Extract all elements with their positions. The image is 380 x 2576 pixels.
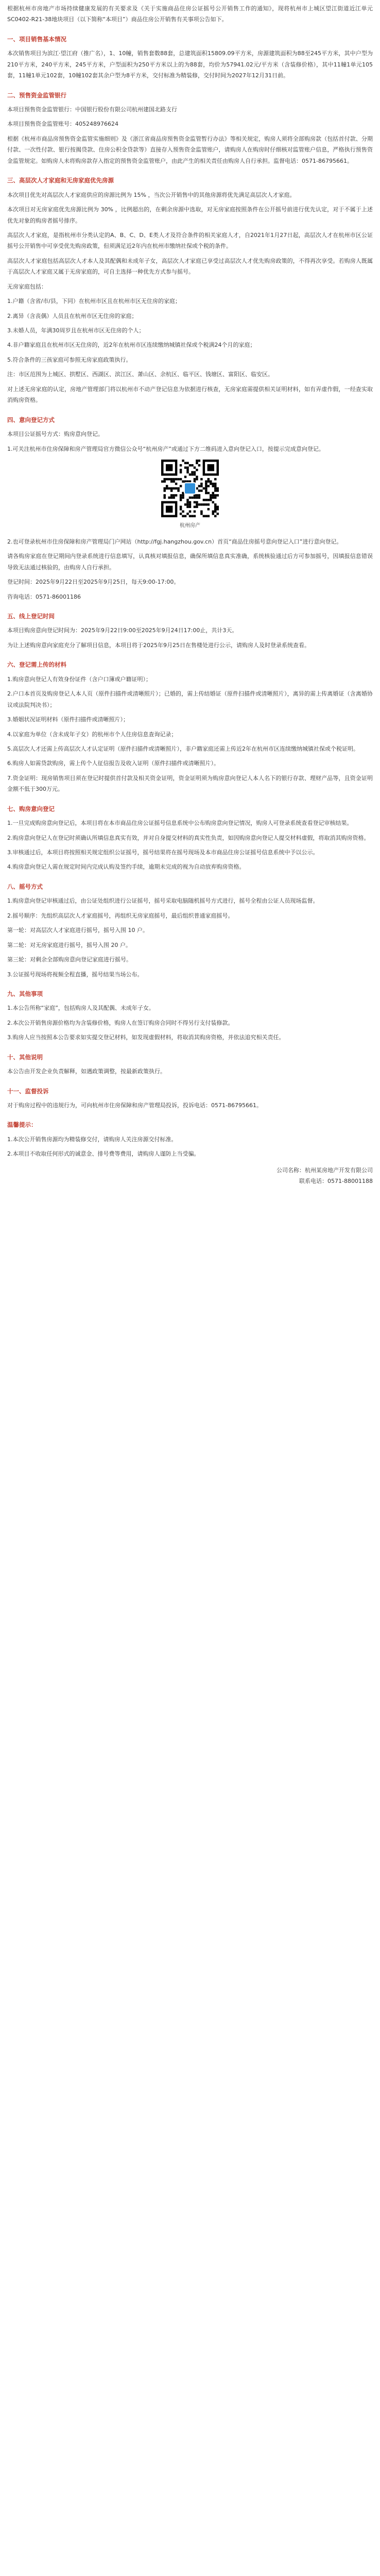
qr-code-block: [7, 460, 373, 531]
section-paragraph: 注：市区范围为上城区、拱墅区、西湖区、滨江区、萧山区、余杭区、临平区、钱塘区、富阳区、临安区。: [7, 371, 273, 378]
section-paragraph: 2.户口本首页及购房登记人本人页（原件扫描件或清晰照片）；已婚的，需上传结婚证（原件扫描件或清晰照片），离异的需上传离婚证（含离婚协议或法院判决书）；: [7, 690, 373, 708]
tips-item-2: 2.本项目不收取任何形式的诚意金、排号费等费用，请购房人谨防上当受骗。: [7, 1150, 200, 1158]
signature-company: 公司名称：杭州某房地产开发有限公司: [277, 1166, 373, 1174]
section-paragraph: 无房家庭包括：: [7, 283, 47, 290]
section-title: 二、预售资金监管银行: [7, 91, 66, 99]
section-paragraph: 本次项目对无房家庭优先房源比例为 30% ，比例超出的，在剩余房源中选取，对无房家庭按照条件在公开摇号前进行优先认定，对于不属于上述优先对象的购房者摇号排序。: [7, 206, 373, 224]
section-2: [7, 90, 373, 167]
tips-item-1: 1.本次公开销售房源均为精装修交付，请购房人关注房源交付标准。: [7, 1136, 177, 1143]
section-title: 九、其他事项: [7, 990, 43, 997]
section-paragraph: 第二轮：对无房家庭进行摇号，摇号入围 20 户。: [7, 941, 131, 948]
section-title: 八、摇号方式: [7, 883, 43, 890]
section-paragraph: 登记时间：2025年9月22日至2025年9月25日，每天9:00-17:00。: [7, 579, 180, 586]
section-paragraph: 2.购房意向登记人在登记时须确认所填信息真实有效，并对自身提交材料的真实性负责，如因购房意向登记人提交材料虚假，将取消其购房资格。: [7, 834, 370, 841]
section-paragraph: 5.高层次人才还需上传高层次人才认定证明（原件扫描件或清晰照片），非户籍家庭还需上传近2年在杭州市区连续缴纳城镇社保或个税证明。: [7, 745, 359, 752]
section-paragraph: 本公告由开发企业负责解释，如遇政策调整，按最新政策执行。: [7, 1068, 166, 1075]
section-paragraph: 2.摇号顺序：先组织高层次人才家庭摇号，再组织无房家庭摇号，最后组织普通家庭摇号。: [7, 912, 234, 919]
section-paragraph: 1.购房意向登记人有效身份证件（含户口簿或户籍证明）；: [7, 675, 151, 683]
section-8: [7, 881, 373, 980]
section-paragraph: 本项目预售资金监管账号：405248976624: [7, 121, 118, 128]
section-paragraph: 对于购房过程中的违规行为，可向杭州市住房保障和房产管理局投诉，投诉电话：0571-86795661。: [7, 1101, 262, 1109]
section-paragraph: 请各购房家庭在登记期间内登录系统进行信息填写，认真核对填报信息，确保所填信息真实准确，系统核验通过后方可参加摇号，因填报信息错误导致无法通过核验的，由购房人自行承担。: [7, 553, 373, 571]
section-paragraph: 1.可关注杭州市住房保障和房产管理局官方微信公众号“杭州房产”或通过下方二维码进入意向登记入口，按提示完成意向登记。: [7, 445, 324, 452]
qr-logo-icon: [184, 482, 196, 495]
section-9: [7, 988, 373, 1043]
section-title: 六、登记需上传的材料: [7, 661, 66, 669]
section-paragraph: 第三轮：对剩余全部购房意向登记家庭进行摇号。: [7, 956, 132, 963]
list-item: 3.未婚人员，年满30周岁且在杭州市区无住房的个人；: [7, 327, 145, 334]
section-paragraph: 咨询电话：0571-86001186: [7, 593, 81, 600]
section-11: [7, 1086, 373, 1111]
section-7: [7, 803, 373, 873]
tips-block: [7, 1119, 373, 1159]
section-5: [7, 611, 373, 651]
qr-label: 杭州房产: [180, 523, 200, 529]
section-title: 十一、监督投诉: [7, 1087, 49, 1095]
intro-paragraph: 根据杭州市房地产市场持续健康发展的有关要求及《关于实施商品住房公证摇号公开销售工作的通知》，现将杭州市上城区望江街道近江单元SC0402-R21-38地块项目（以下简称“本项目”）商品住房公开销售有关事项公告如下。: [7, 5, 373, 23]
section-title: 四、意向登记方式: [7, 416, 55, 423]
section-1: [7, 33, 373, 81]
section-paragraph: 2.本次公开销售房源价格均为含装修价格，购房人在签订购房合同时不得另行支付装修款。: [7, 1019, 234, 1026]
list-item: 4.非户籍家庭且在杭州市区无住房的，近2年在杭州市区连续缴纳城镇社保或个税满24个月的家庭；: [7, 342, 256, 349]
section-paragraph: 第一轮：对高层次人才家庭进行摇号，摇号入围 10 户。: [7, 927, 148, 934]
section-paragraph: 对上述无房家庭的认定，房地产管理部门将以杭州市不动产登记信息为依据进行核查，无房家庭需提供相关证明材料，如有弄虚作假，一经查实取消购房资格。: [7, 385, 373, 404]
section-paragraph: 本次销售项目为滨江·望江府（推广名），1、10幢，销售套数88套，总建筑面积15809.09平方米，房源建筑面积为88至245平方米，其中户型为210平方米，240平方米，245平方米，户型面积为250平方米以上的为88套，均价为57941.02元/平方米（含装修价格），其中11幢1单元105套，11幢1单元102套，10幢102套其余户型为8平方米，交付标准为精装修，交付时间为2027年12月31日前。: [7, 50, 373, 79]
section-paragraph: 本次项目优先对高层次人才家庭供应的房源比例为 15% ，当次公开销售中的其他房源将优先满足高层次人才家庭。: [7, 191, 296, 198]
section-paragraph: 1.本公告所称“家庭”，包括购房人及其配偶、未成年子女。: [7, 1005, 154, 1012]
section-4: [7, 414, 373, 602]
list-item: 2.离异（含丧偶）人员且在杭州市区无住房的家庭；: [7, 312, 137, 319]
section-paragraph: 本项目购房意向登记时间为：2025年9月22日9:00至2025年9月24日17:00止，共计3天。: [7, 627, 238, 634]
section-paragraph: 2.也可登录杭州市住房保障和房产管理局门户网站（http://fgj.hangzhou.gov.cn）首页“商品住房摇号意向登记入口”进行意向登记。: [7, 538, 342, 545]
list-item: 5.符合条件的三孩家庭可参照无房家庭政策执行。: [7, 356, 132, 363]
section-paragraph: 根据《杭州市商品房预售资金监管实施细则》及《浙江省商品房预售资金监管暂行办法》等相关规定，购房人须将全部购房款（包括首付款、分期付款、一次性付款、银行按揭贷款、住房公积金贷款等）直接存入预售资金监管账户，请购房人在购房时仔细核对监管账户信息，严格执行预售资金监管规定。如购房人未将购房款存入指定的预售资金监管账户，由此产生的相关责任由购房人自行承担。监督电话：0571-86795661。: [7, 135, 373, 164]
qr-code-icon: [161, 460, 219, 517]
section-paragraph: 本项目预售资金监管银行：中国银行股份有限公司杭州建国北路支行: [7, 106, 177, 113]
section-paragraph: 为让上述购房意向家庭充分了解项目信息，本项目将于2025年9月25日在售楼处进行公示，请购房人及时登录系统查看。: [7, 641, 310, 649]
announcement-page: [0, 0, 380, 1202]
section-title: 三、高层次人才家庭和无房家庭优先房源: [7, 177, 114, 184]
signature-block: [7, 1165, 373, 1187]
list-item: 1.户籍（含省/市/县，下同）在杭州市区且在杭州市区无住房的家庭；: [7, 298, 181, 305]
section-paragraph: 高层次人才家庭，是指杭州市分类认定的A、B、C、D、E类人才及符合条件的相关家庭人才，自2021年1月27日起，高层次人才在杭州市区公证摇号公开销售中可享受优先购房政策，但须满足近2年内在杭州市缴纳社保或个税的条件。: [7, 231, 373, 250]
section-paragraph: 高层次人才家庭包括高层次人才本人及其配偶和未成年子女，高层次人才家庭已享受过高层次人才优先购房政策的，不得再次享受。若购房人既属于高层次人才家庭又属于无房家庭的，可自主选择一种优先方式参与摇号。: [7, 257, 373, 276]
section-10: [7, 1052, 373, 1077]
section-title: 七、购房意向登记: [7, 805, 55, 812]
section-paragraph: 4.购房意向登记人需在规定时间内完成认购及签约手续，逾期未完成的视为自动放弃购房资格。: [7, 863, 245, 871]
signature-phone: 联系电话：0571-88001188: [299, 1178, 373, 1185]
section-title: 一、项目销售基本情况: [7, 35, 66, 43]
tips-title: 温馨提示：: [7, 1121, 37, 1129]
sections-container: [7, 33, 373, 1111]
section-6: [7, 659, 373, 794]
section-paragraph: 3.公证摇号现场将视频全程直播，摇号结果当场公布。: [7, 971, 143, 978]
section-paragraph: 本项目公证摇号方式：购房意向登记。: [7, 431, 103, 438]
section-paragraph: 3.婚姻状况证明材料（原件扫描件或清晰照片）；: [7, 716, 129, 723]
section-paragraph: 1.购房意向登记审核通过后，由公证处组织进行公证摇号，摇号采取电脑随机摇号方式进行，摇号全程由公证人员现场监督。: [7, 897, 319, 905]
section-title: 十、其他说明: [7, 1053, 43, 1061]
section-3: [7, 175, 373, 405]
section-paragraph: 7.资金证明：现房销售项目须在登记时提供首付款及相关资金证明，资金证明须为购房意向登记人本人名下的银行存款、理财产品等，且资金证明金额不低于300万元。: [7, 774, 373, 793]
section-paragraph: 3.购房人应当按照本公告要求如实提交登记材料，如发现虚假材料，将取消其购房资格，并依法追究相关责任。: [7, 1034, 285, 1041]
section-paragraph: 6.购房人如需贷款购房，需上传个人征信报告及收入证明（原件扫描件或清晰照片）。: [7, 760, 219, 767]
section-paragraph: 1.一旦完成购房意向登记后，本项目将在本市商品住房公证摇号信息系统中公布购房意向登记情况，购房人可登录系统查看登记审核结果。: [7, 820, 353, 827]
section-paragraph: 3.审核通过后，本项目将按照相关规定组织公证摇号，摇号结果将在摇号现场及本市商品住房公证摇号信息系统中予以公示。: [7, 849, 319, 856]
section-title: 五、线上登记时间: [7, 613, 55, 620]
section-paragraph: 4.以家庭为单位（含未成年子女）的杭州市个人住房信息查询记录；: [7, 731, 177, 738]
